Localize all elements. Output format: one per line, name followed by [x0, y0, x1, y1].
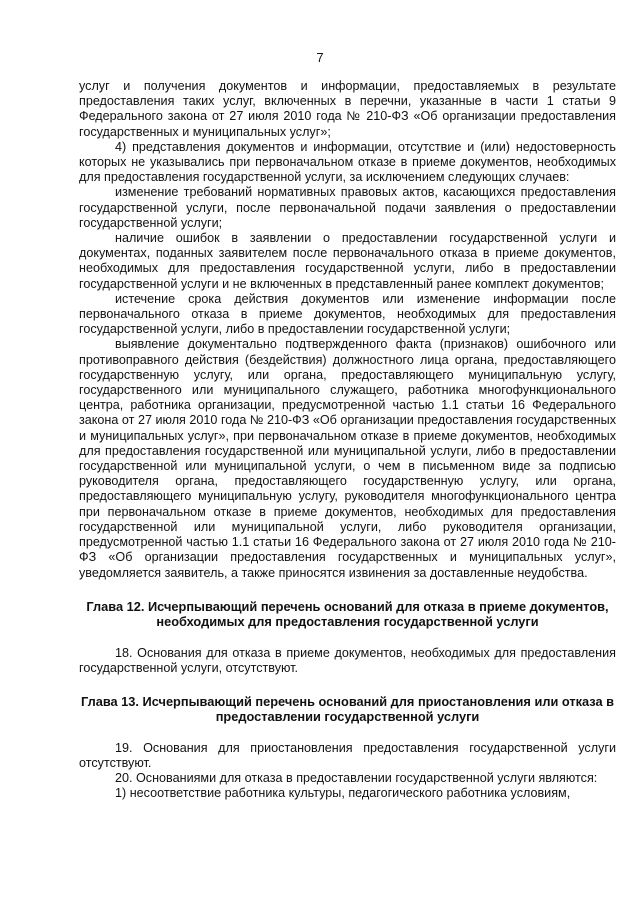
- chapter-13-heading: Глава 13. Исчерпывающий перечень оснований для приостановления или отказа в предоставлении государственной услуги: [80, 693, 615, 725]
- chapter-12-heading: Глава 12. Исчерпывающий перечень оснований для отказа в приеме документов, необходимых для предоставления государственной услуги: [86, 598, 609, 630]
- paragraph: 1) несоответствие работника культуры, педагогического работника условиям,: [115, 786, 571, 801]
- document-body: [79, 79, 616, 802]
- paragraph: 19. Основания для приостановления предоставления государственной услуги отсутствуют.: [79, 740, 616, 770]
- paragraph: выявление документально подтвержденного факта (признаков) ошибочного или противоправного действия (бездействия) должностного лица органа, предоставляющего государственную услугу, или органа, предоставляющего муниципальную услугу, государственного или муниципального служащего, работника многофункционального центра, работника организации, предусмотренной частью 1.1 статьи 16 Федерального закона от 27 июля 2010 года № 210-ФЗ «Об организации предоставления государственных и муниципальных услуг», при первоначальном отказе в приеме документов, необходимых для предоставления государственной или муниципальной услуги, либо в предоставлении государственной или муниципальной услуги, о чем в письменном виде за подписью руководителя органа, предоставляющего государственную услугу, или органа, предоставляющего муниципальную услугу, руководителя многофункционального центра при первоначальном отказе в приеме документов, необходимых для предоставления государственной или муниципальной услуги, либо руководителя организации, предусмотренной частью 1.1 статьи 16 Федерального закона от 27 июля 2010 года № 210-ФЗ «Об организации предоставления государственных и муниципальных услуг», уведомляется заявитель, а также приносятся извинения за доставленные неудобства.: [79, 337, 616, 580]
- paragraph: услуг и получения документов и информации, предоставляемых в результате предоставления таких услуг, включенных в перечни, указанные в части 1 статьи 9 Федерального закона от 27 июля 2010 года № 210-ФЗ «Об организации предоставления государственных и муниципальных услуг»;: [79, 79, 616, 139]
- paragraph: 4) представления документов и информации, отсутствие и (или) недостоверность которых не указывались при первоначальном отказе в приеме документов, необходимых для предоставления государственной услуги, за исключением следующих случаев:: [79, 139, 616, 185]
- paragraph: изменение требований нормативных правовых актов, касающихся предоставления государственной услуги, после первоначальной подачи заявления о предоставлении государственной услуги;: [79, 185, 616, 230]
- paragraph: наличие ошибок в заявлении о предоставлении государственной услуги и документах, поданных заявителем после первоначального отказа в приеме документов, необходимых для предоставления государственной услуги, либо в предоставлении государственной услуги и не включенных в представленный ранее комплект документов;: [79, 231, 616, 291]
- paragraph: 20. Основаниями для отказа в предоставлении государственной услуги являются:: [115, 771, 598, 786]
- page-number: 7: [316, 50, 324, 65]
- paragraph: 18. Основания для отказа в приеме документов, необходимых для предоставления государственной услуги, отсутствуют.: [79, 645, 616, 675]
- paragraph: истечение срока действия документов или изменение информации после первоначального отказа в приеме документов, необходимых для предоставления государственной услуги, либо в предоставлении государственной услуги;: [79, 291, 616, 337]
